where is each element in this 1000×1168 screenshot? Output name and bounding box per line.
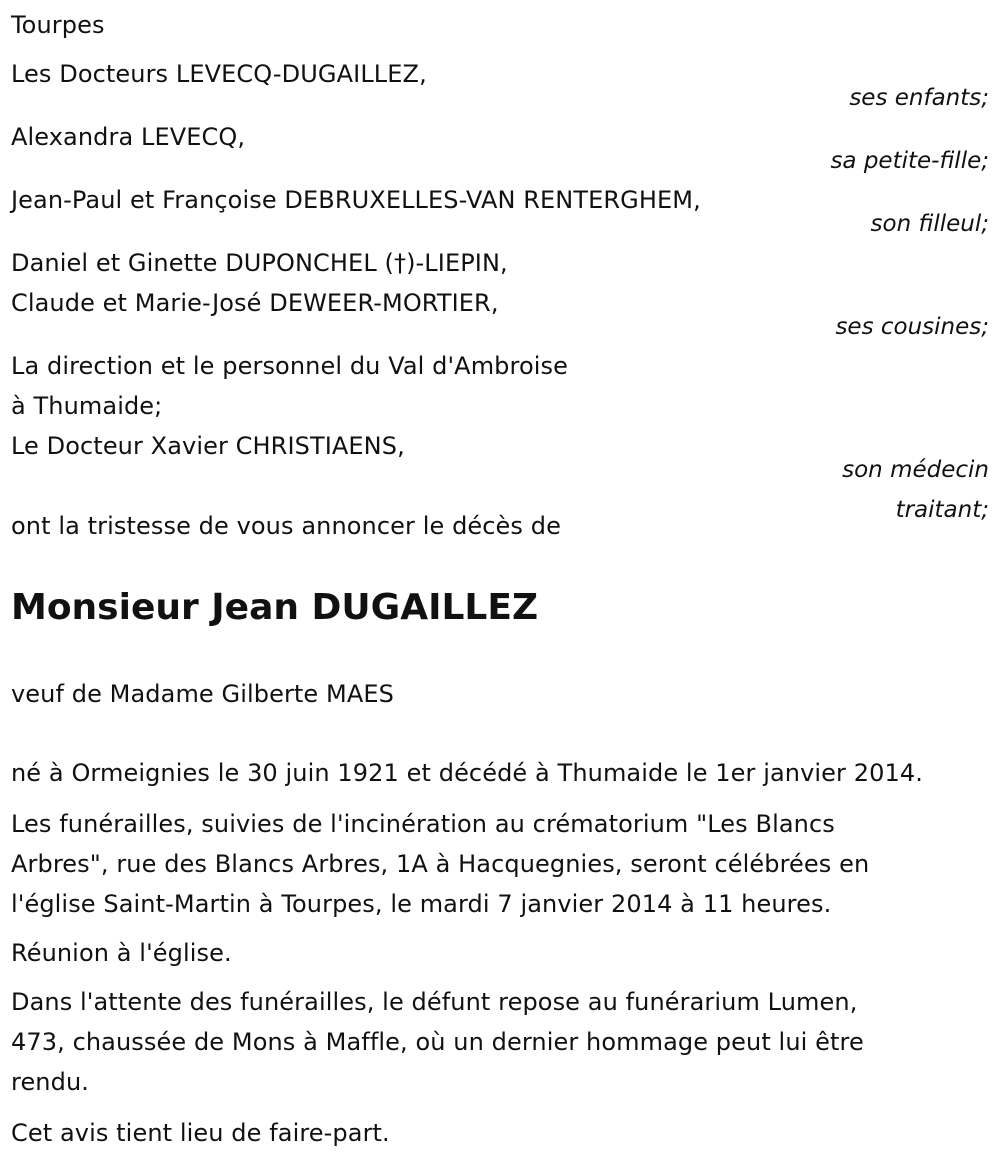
reunion-line: Réunion à l'église. — [11, 939, 232, 967]
relation-godson: son filleul; — [870, 211, 989, 237]
spouse-line: veuf de Madame Gilberte MAES — [11, 680, 394, 708]
family-member-granddaughter: Alexandra LEVECQ, — [11, 123, 246, 151]
relation-cousins: ses cousines; — [835, 314, 989, 340]
family-member-cousin-1: Daniel et Ginette DUPONCHEL (†)-LIEPIN, — [11, 249, 508, 277]
announcement-text: ont la tristesse de vous annoncer le décès de — [11, 512, 561, 540]
relation-granddaughter: sa petite-fille; — [830, 148, 989, 174]
relation-doctor-line-2: traitant; — [895, 497, 989, 523]
funeral-line-3: l'église Saint-Martin à Tourpes, le mardi 7 janvier 2014 à 11 heures. — [11, 890, 832, 918]
family-member-children: Les Docteurs LEVECQ-DUGAILLEZ, — [11, 60, 427, 88]
relation-children: ses enfants; — [849, 85, 989, 111]
relation-doctor-line-1: son médecin — [842, 457, 989, 483]
wake-line-3: rendu. — [11, 1068, 89, 1096]
deceased-name: Monsieur Jean DUGAILLEZ — [11, 587, 539, 628]
wake-line-1: Dans l'attente des funérailles, le défunt repose au funérarium Lumen, — [11, 988, 858, 1016]
funeral-line-1: Les funérailles, suivies de l'incinération au crématorium "Les Blancs — [11, 810, 835, 838]
doctor-line: Le Docteur Xavier CHRISTIAENS, — [11, 432, 405, 460]
wake-line-2: 473, chaussée de Mons à Maffle, où un dernier hommage peut lui être — [11, 1028, 864, 1056]
funeral-line-2: Arbres", rue des Blancs Arbres, 1A à Hacquegnies, seront célébrées en — [11, 850, 870, 878]
family-member-cousin-2: Claude et Marie-José DEWEER-MORTIER, — [11, 289, 499, 317]
place-name: Tourpes — [11, 11, 105, 39]
institution-line-2: à Thumaide; — [11, 392, 163, 420]
birth-death-line: né à Ormeignies le 30 juin 1921 et décédé à Thumaide le 1er janvier 2014. — [11, 759, 923, 787]
notice-line: Cet avis tient lieu de faire-part. — [11, 1119, 390, 1147]
family-member-godson: Jean-Paul et Françoise DEBRUXELLES-VAN RENTERGHEM, — [11, 186, 701, 214]
institution-line-1: La direction et le personnel du Val d'Ambroise — [11, 352, 568, 380]
